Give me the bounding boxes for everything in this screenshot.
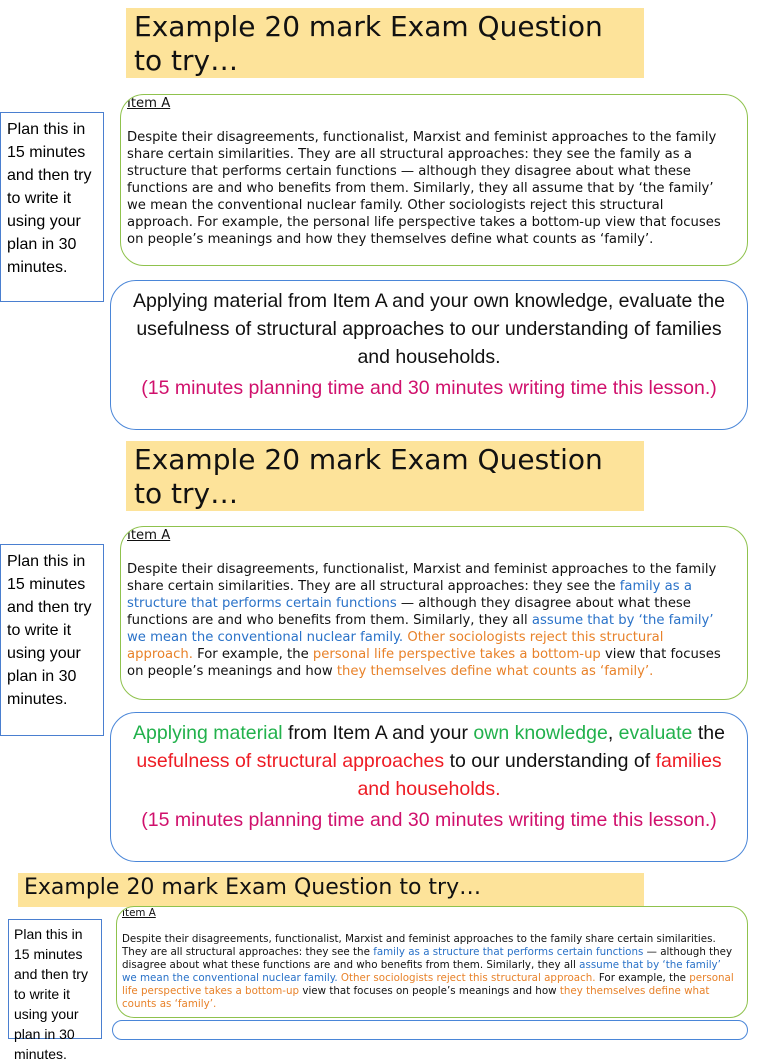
timing-note: (15 minutes planning time and 30 minutes writing time this lesson.) <box>141 377 717 399</box>
highlight-blue: assume that by ‘the family’ we mean the conventional nuclear family. <box>127 613 714 645</box>
item-text-part: Despite their disagreements, functionalist, Marxist and feminist approaches to the family share certain similarities. They are all structural approaches: they see the <box>127 130 717 162</box>
item-a-label: Item A <box>127 96 171 111</box>
question-part: usefulness of structural approaches <box>136 318 445 340</box>
highlight-green: own knowledge <box>473 722 608 744</box>
question-part: to our understanding of <box>444 318 656 340</box>
item-text-part: Other sociologists reject this structural approach. <box>127 198 664 230</box>
item-text-part: family as a structure that performs certain functions <box>127 147 692 179</box>
item-text-part: For example, the <box>595 972 690 984</box>
section-1-question-box <box>110 280 748 430</box>
item-text-part: — although they disagree about what these functions are and who benefits from them. Similarly, they all <box>122 946 733 971</box>
item-text-part: Despite their disagreements, functionalist, Marxist and feminist approaches to the family share certain similarities. They are all structural approaches: they see the <box>122 933 716 958</box>
question-part: own knowledge <box>473 290 608 312</box>
question-part: from Item A and your <box>282 722 474 744</box>
item-text-part: assume that by ‘the family’ we mean the conventional nuclear family. <box>127 181 714 213</box>
section-1-title: Example 20 mark Exam Question to try… <box>126 8 644 78</box>
question-part: from Item A and your <box>282 290 474 312</box>
section-2-plan-note: Plan this in 15 minutes and then try to write it using your plan in 30 minutes. <box>0 544 104 736</box>
item-text-part: . <box>649 664 654 679</box>
question-part: evaluate <box>618 290 693 312</box>
item-a-text-highlighted <box>122 933 735 1011</box>
highlight-orange: Other sociologists reject this structural approach. <box>340 972 596 984</box>
item-text-part: . <box>649 232 654 247</box>
section-3-plan-note: Plan this in 15 minutes and then try to write it using your plan in 30 minutes. <box>8 919 102 1039</box>
question-text-highlighted <box>125 719 733 803</box>
item-a-text-highlighted <box>127 561 733 680</box>
timing-note: (15 minutes planning time and 30 minutes writing time this lesson.) <box>141 809 717 831</box>
item-text-part: — although they disagree about what these functions are and who benefits from them. Similarly, they all <box>127 164 691 196</box>
section-3-title: Example 20 mark Exam Question to try… <box>18 873 644 907</box>
item-text-part: For example, the <box>192 647 313 662</box>
highlight-orange: personal life perspective takes a bottom-up <box>312 647 601 662</box>
item-a-text <box>127 129 733 248</box>
question-part: to our understanding of <box>444 750 656 772</box>
question-part: families and households. <box>357 318 722 368</box>
highlight-blue: family as a structure that performs certain functions <box>127 579 692 611</box>
question-part: , <box>607 722 619 744</box>
section-1-plan-note: Plan this in 15 minutes and then try to write it using your plan in 30 minutes. <box>0 112 104 302</box>
highlight-blue: assume that by ‘the family’ we mean the conventional nuclear family. <box>122 959 721 984</box>
highlight-blue: family as a structure that performs certain functions <box>373 946 644 958</box>
item-text-part: Despite their disagreements, functionalist, Marxist and feminist approaches to the family share certain similarities. They are all structural approaches: they see the <box>127 562 717 594</box>
item-text-part: . <box>212 998 217 1010</box>
question-part: the <box>692 722 725 744</box>
highlight-orange: they themselves define what counts as ‘family’ <box>122 985 710 1010</box>
item-text-part: view that focuses on people’s meanings and how <box>127 215 721 247</box>
section-3-item-a-box <box>116 906 748 1018</box>
question-part: , <box>607 290 619 312</box>
section-2-item-a-box <box>120 526 748 700</box>
highlight-red: families and households. <box>357 750 722 800</box>
highlight-orange: personal life perspective takes a bottom-up <box>122 972 734 997</box>
highlight-orange: they themselves define what counts as ‘family’ <box>336 664 650 679</box>
question-part: Applying material <box>133 290 283 312</box>
section-2-question-box <box>110 712 748 862</box>
item-text-part: personal life perspective takes a bottom-up <box>312 215 601 230</box>
highlight-red: usefulness of structural approaches <box>136 750 445 772</box>
item-text-part: they themselves define what counts as ‘family’ <box>336 232 650 247</box>
highlight-orange: Other sociologists reject this structural approach. <box>127 630 664 662</box>
item-text-part: For example, the <box>192 215 313 230</box>
item-a-label: Item A <box>127 528 171 543</box>
item-text-part: view that focuses on people’s meanings and how <box>299 985 560 997</box>
section-1-item-a-box <box>120 94 748 266</box>
highlight-green: evaluate <box>618 722 693 744</box>
item-a-label: Item A <box>122 907 156 919</box>
question-text <box>125 287 733 371</box>
highlight-green: Applying material <box>133 722 283 744</box>
section-3-question-box-edge <box>112 1020 748 1040</box>
item-text-part: — although they disagree about what these functions are and who benefits from them. Similarly, they all <box>127 596 691 628</box>
section-2-title: Example 20 mark Exam Question to try… <box>126 441 644 511</box>
item-text-part: view that focuses on people’s meanings and how <box>127 647 721 679</box>
question-part: the <box>692 290 725 312</box>
